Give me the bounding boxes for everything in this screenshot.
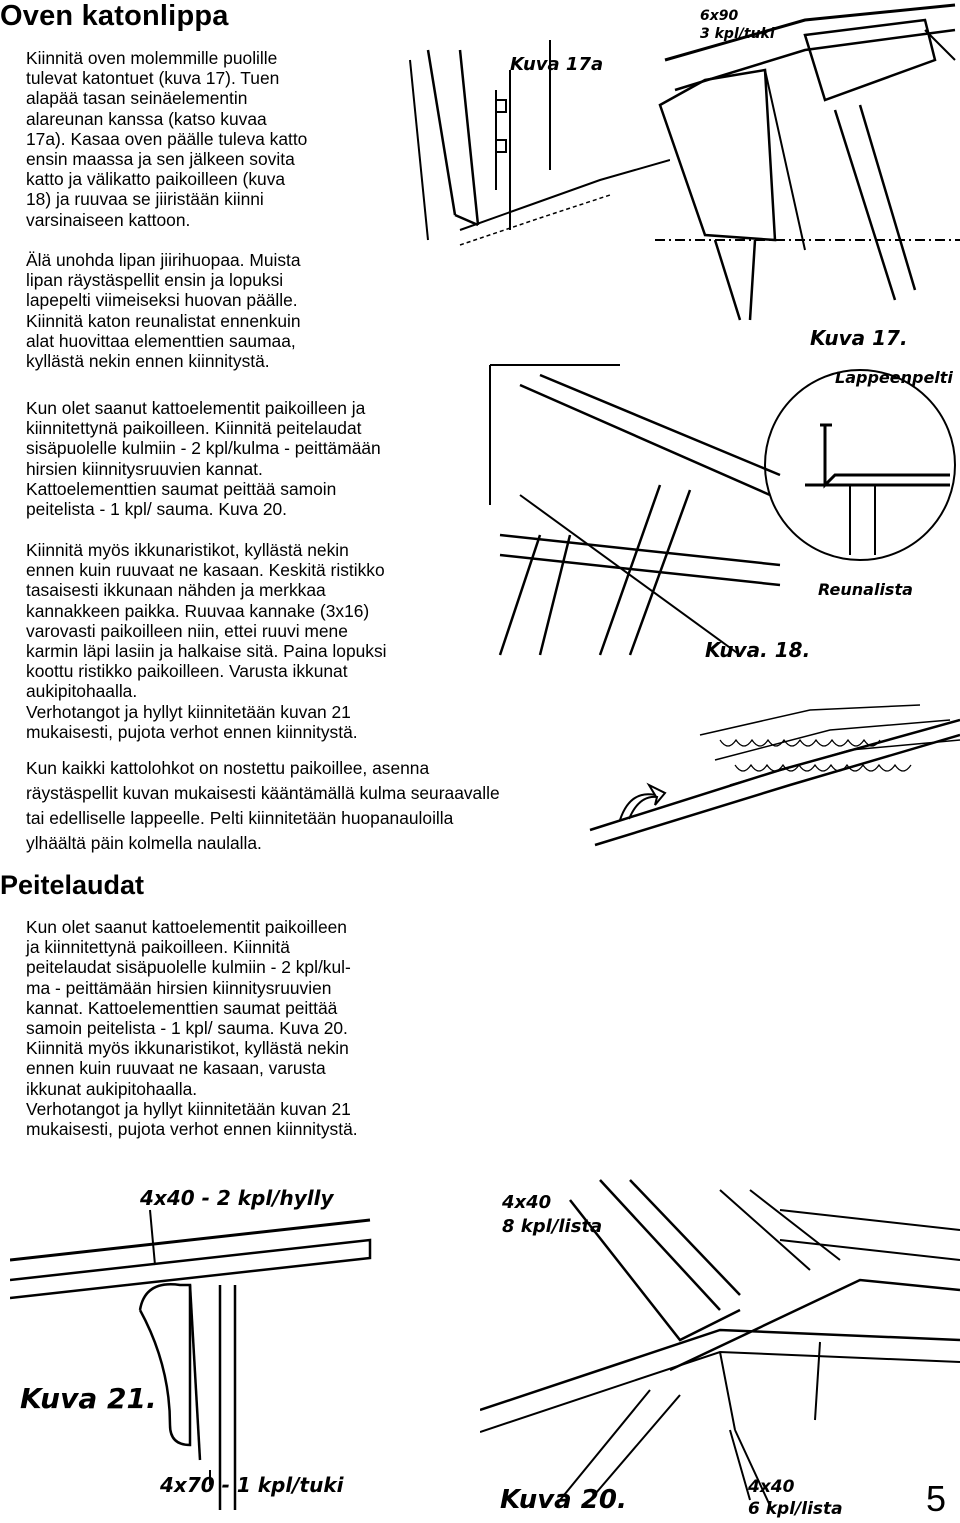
figure-kuva-18 (480, 355, 960, 665)
label-kuva-20-top-dims: 4x40 (502, 1192, 552, 1213)
figure-caption-kuva-17a: Kuva 17a (510, 54, 604, 75)
figure-caption-kuva-20: Kuva 20. (500, 1485, 627, 1515)
label-kuva-20-top-qty: 8 kpl/lista (502, 1216, 603, 1237)
label-kuva-17-dims: 6x90 (700, 8, 739, 24)
paragraph-lippa-huopa: Älä unohda lipan jiirihuopaa. Muista lipan räystäspellit ensin ja lopuksi lapepelti viimeiseksi huovan päälle. Kiinnitä katon reunalistat ennenkuin alat huovittaa elementtien saumaa, kyllästä nekin ennen kiinnitystä. (26, 250, 301, 372)
figure-raystaspelti-shingles (580, 700, 960, 860)
paragraph-intro: Kiinnitä oven molemmille puolille tulevat katontuet (kuva 17). Tuen alapää tasan seinäelementin alareunan kanssa (katso kuvaa 17a). Kasaa oven päälle tuleva katto ensin maassa ja sen jälkeen sovita katto ja välikatto paikoilleen (kuva 18) ja ruuvaa se jiiristään kiinni varsinaiseen kattoon. (26, 48, 308, 230)
paragraph-raystaspellit: Kun kaikki kattolohkot on nostettu paikoillee, asenna räystäspellit kuvan mukaisesti kääntämällä kulma seuraavalle tai edelliselle lappeelle. Pelti kiinnitetään huopanauloilla ylhäältä päin kolmella naulalla. (26, 758, 500, 853)
figure-kuva-21 (10, 1180, 430, 1520)
figure-caption-kuva-17: Kuva 17. (810, 326, 908, 350)
label-reunalista: Reunalista (818, 580, 913, 599)
paragraph-peitelaudat-2: Kun olet saanut kattoelementit paikoilleen ja kiinnitettynä paikoilleen. Kiinnitä peitelaudat sisäpuolelle kulmiin - 2 kpl/kul- ma - peittämään hirsien kiinnitysruuvien kannat. Kattoelementtien saumat peittää samoin peitelista - 1 kpl/ sauma. Kuva 20. Kiinnitä myös ikkunaristikot, kyllästä nekin ennen kuin ruuvaat ne kasaan, varusta ikkunat aukipitohaalla. Verhotangot ja hyllyt kiinnitetään kuvan 21 mukaisesti, pujota verhot ennen kiinnitystä. (26, 917, 358, 1140)
figure-kuva-17a (400, 40, 670, 250)
label-lappeenpelti: Lappeenpelti (835, 368, 953, 387)
figure-kuva-17 (655, 0, 960, 355)
label-kuva-17-qty: 3 kpl/tuki (700, 26, 775, 42)
label-kuva-20-bottom-qty: 6 kpl/lista (748, 1499, 843, 1519)
paragraph-peitelaudat: Kun olet saanut kattoelementit paikoilleen ja kiinnitettynä paikoilleen. Kiinnitä peitelaudat sisäpuolelle kulmiin - 2 kpl/kulma - peittämään hirsien kiinnitysruuvien kannat. Kattoelementtien saumat peittää samoin peitelista - 1 kpl/ sauma. Kuva 20. (26, 398, 381, 520)
label-kuva-21-bottom: 4x70 - 1 kpl/tuki (160, 1473, 344, 1497)
paragraph-ikkunaristikot: Kiinnitä myös ikkunaristikot, kyllästä nekin ennen kuin ruuvaat ne kasaan. Keskitä ristikko tasaisesti ikkunaan nähden ja merkkaa kannakkeen paikka. Ruuvaa kannake (3x16) varovasti paikoilleen niin, ettei ruuvi mene karmin läpi lasiin ja halkaise sitä. Paina lopuksi koottu ristikko paikoilleen. Varusta ikkunat aukipitohaalla. Verhotangot ja hyllyt kiinnitetään kuvan 21 mukaisesti, pujota verhot ennen kiinnitystä. (26, 540, 387, 742)
figure-caption-kuva-21: Kuva 21. (20, 1382, 157, 1415)
section-heading-oven-katonlippa: Oven katonlippa (0, 0, 229, 32)
label-kuva-21-top: 4x40 - 2 kpl/hylly (140, 1186, 334, 1210)
label-kuva-20-bottom-dims: 4x40 (748, 1477, 795, 1497)
section-heading-peitelaudat: Peitelaudat (0, 870, 145, 900)
figure-caption-kuva-18: Kuva. 18. (705, 638, 811, 662)
figure-kuva-20 (480, 1170, 960, 1523)
page-number: 5 (926, 1478, 947, 1519)
